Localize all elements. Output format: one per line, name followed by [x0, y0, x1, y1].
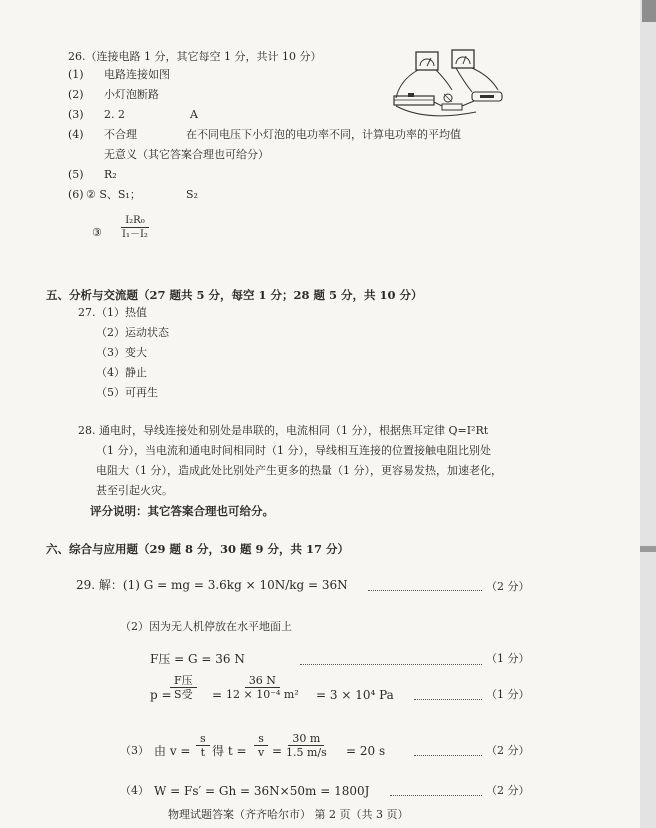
section-6-title: 六、综合与应用题（29 题 8 分，30 题 9 分，共 17 分）: [46, 542, 350, 556]
velocity-fraction-3-den: 1.5 m/s: [286, 746, 327, 759]
q29-part-3-label: （3）: [120, 744, 149, 757]
q29-part-2-force-score: （1 分）: [486, 652, 530, 665]
q26-item-6-num: (6): [68, 188, 84, 201]
q26-item-3-num: (3): [68, 108, 84, 121]
velocity-fraction-2-num: s: [254, 732, 268, 746]
q26-item-4-num: (4): [68, 128, 84, 141]
q26-item-6-text: ② S、S₁；: [86, 188, 141, 201]
q29-part-2-force: F压 = G = 36 N: [150, 652, 245, 666]
pressure-fraction-1: [170, 674, 197, 701]
pressure-fraction-1-den: S受: [174, 688, 193, 701]
edge-mark: [642, 0, 656, 22]
pressure-fraction-2-den: 12 × 10⁻⁴ m²: [226, 688, 299, 701]
velocity-fraction-1: [196, 732, 210, 759]
circuit-diagram-image: [386, 46, 516, 126]
q26-header: 26.（连接电路 1 分，其它每空 1 分，共计 10 分）: [68, 50, 322, 63]
pressure-fraction-1-num: F压: [170, 674, 197, 688]
page-footer: 物理试题答案（齐齐哈尔市） 第 2 页（共 3 页）: [168, 808, 409, 821]
velocity-fraction-3: [282, 732, 331, 759]
leader-dots: [414, 755, 482, 756]
q27-label: 27.: [78, 306, 96, 319]
q27-item-2: （2）运动状态: [96, 326, 169, 339]
q27-item-3: （3）变大: [96, 346, 147, 359]
q29-part-1: 29. 解：(1) G = mg = 3.6kg × 10N/kg = 36N: [76, 578, 348, 592]
q29-part-2: （2）因为无人机停放在水平地面上: [120, 620, 292, 633]
q26-item-1-text: 电路连接如图: [104, 68, 170, 81]
section-5-title: 五、分析与交流题（27 题共 5 分，每空 1 分；28 题 5 分，共 10 分）: [46, 288, 423, 302]
q26-item-6-extra: S₂: [186, 188, 198, 201]
q28-line-4: 甚至引起火灾。: [96, 484, 173, 497]
q29-part-1-score: （2 分）: [486, 580, 530, 593]
q29-part-3-text-a: 由 v =: [154, 744, 191, 758]
q27-item-1: （1）热值: [96, 306, 147, 319]
q28-line-2: （1 分），当电流和通电时间相同时（1 分），导线相互连接的位置接触电阻比别处: [96, 444, 491, 457]
q26-item-5-text: R₂: [104, 168, 117, 181]
q27-item-4: （4）静止: [96, 366, 147, 379]
q26-item-4-reason: 在不同电压下小灯泡的电功率不同，计算电功率的平均值: [186, 128, 461, 141]
velocity-fraction-1-num: s: [196, 732, 210, 746]
q26-formula-denominator: I₁－I₂: [122, 229, 148, 240]
velocity-fraction-3-num: 30 m: [288, 732, 324, 746]
q29-part-2-pressure-score: （1 分）: [486, 688, 530, 701]
q29-part-2-pressure-lhs: p =: [150, 688, 172, 702]
velocity-fraction-2: [254, 732, 268, 759]
q29-part-3-result: = 20 s: [346, 744, 386, 758]
q26-formula-fraction: [118, 214, 152, 241]
equals-sign: =: [212, 688, 223, 702]
grading-note: 评分说明：其它答案合理也可给分。: [90, 504, 274, 518]
q29-part-4-score: （2 分）: [486, 784, 530, 797]
q26-item-1-num: (1): [68, 68, 84, 81]
q26-item-2-num: (2): [68, 88, 84, 101]
q26-item-2-text: 小灯泡断路: [104, 88, 159, 101]
q26-item-5-num: (5): [68, 168, 84, 181]
q28-line-3: 电阻大（1 分），造成此处比别处产生更多的热量（1 分），更容易发热，加速老化，: [96, 464, 502, 477]
pressure-fraction-2-num: 36 N: [245, 674, 280, 688]
q26-item-4-text: 不合理: [104, 128, 137, 141]
leader-dots: [390, 795, 482, 796]
velocity-fraction-1-den: t: [200, 746, 206, 759]
velocity-fraction-2-den: v: [258, 746, 265, 759]
q26-formula-numerator: I₂R₀: [121, 214, 149, 228]
q28-line-1: 28. 通电时，导线连接处和别处是串联的，电流相同（1 分），根据焦耳定律 Q=I²Rt: [78, 424, 489, 437]
leader-dots: [300, 664, 482, 665]
q26-item-3-unit: A: [190, 108, 198, 121]
page-edge: [640, 0, 656, 828]
q26-item-4-cont: 无意义（其它答案合理也可给分）: [104, 148, 269, 161]
q29-part-4-label: （4）: [120, 784, 149, 797]
q26-item-3-text: 2. 2: [104, 108, 125, 121]
leader-dots: [414, 699, 482, 700]
q29-part-4: W = Fs′ = Gh = 36N×50m = 1800J: [154, 784, 370, 798]
q29-part-3-score: （2 分）: [486, 744, 530, 757]
edge-mark: [640, 546, 656, 552]
q27-item-5: （5）可再生: [96, 386, 158, 399]
q29-part-3-text-b: 得 t =: [212, 744, 247, 758]
pressure-fraction-2: [222, 674, 303, 701]
leader-dots: [368, 590, 482, 591]
q29-part-2-pressure-result: = 3 × 10⁴ Pa: [316, 688, 394, 702]
q26-formula-label: ③: [92, 226, 102, 239]
equals-sign: =: [272, 744, 283, 758]
